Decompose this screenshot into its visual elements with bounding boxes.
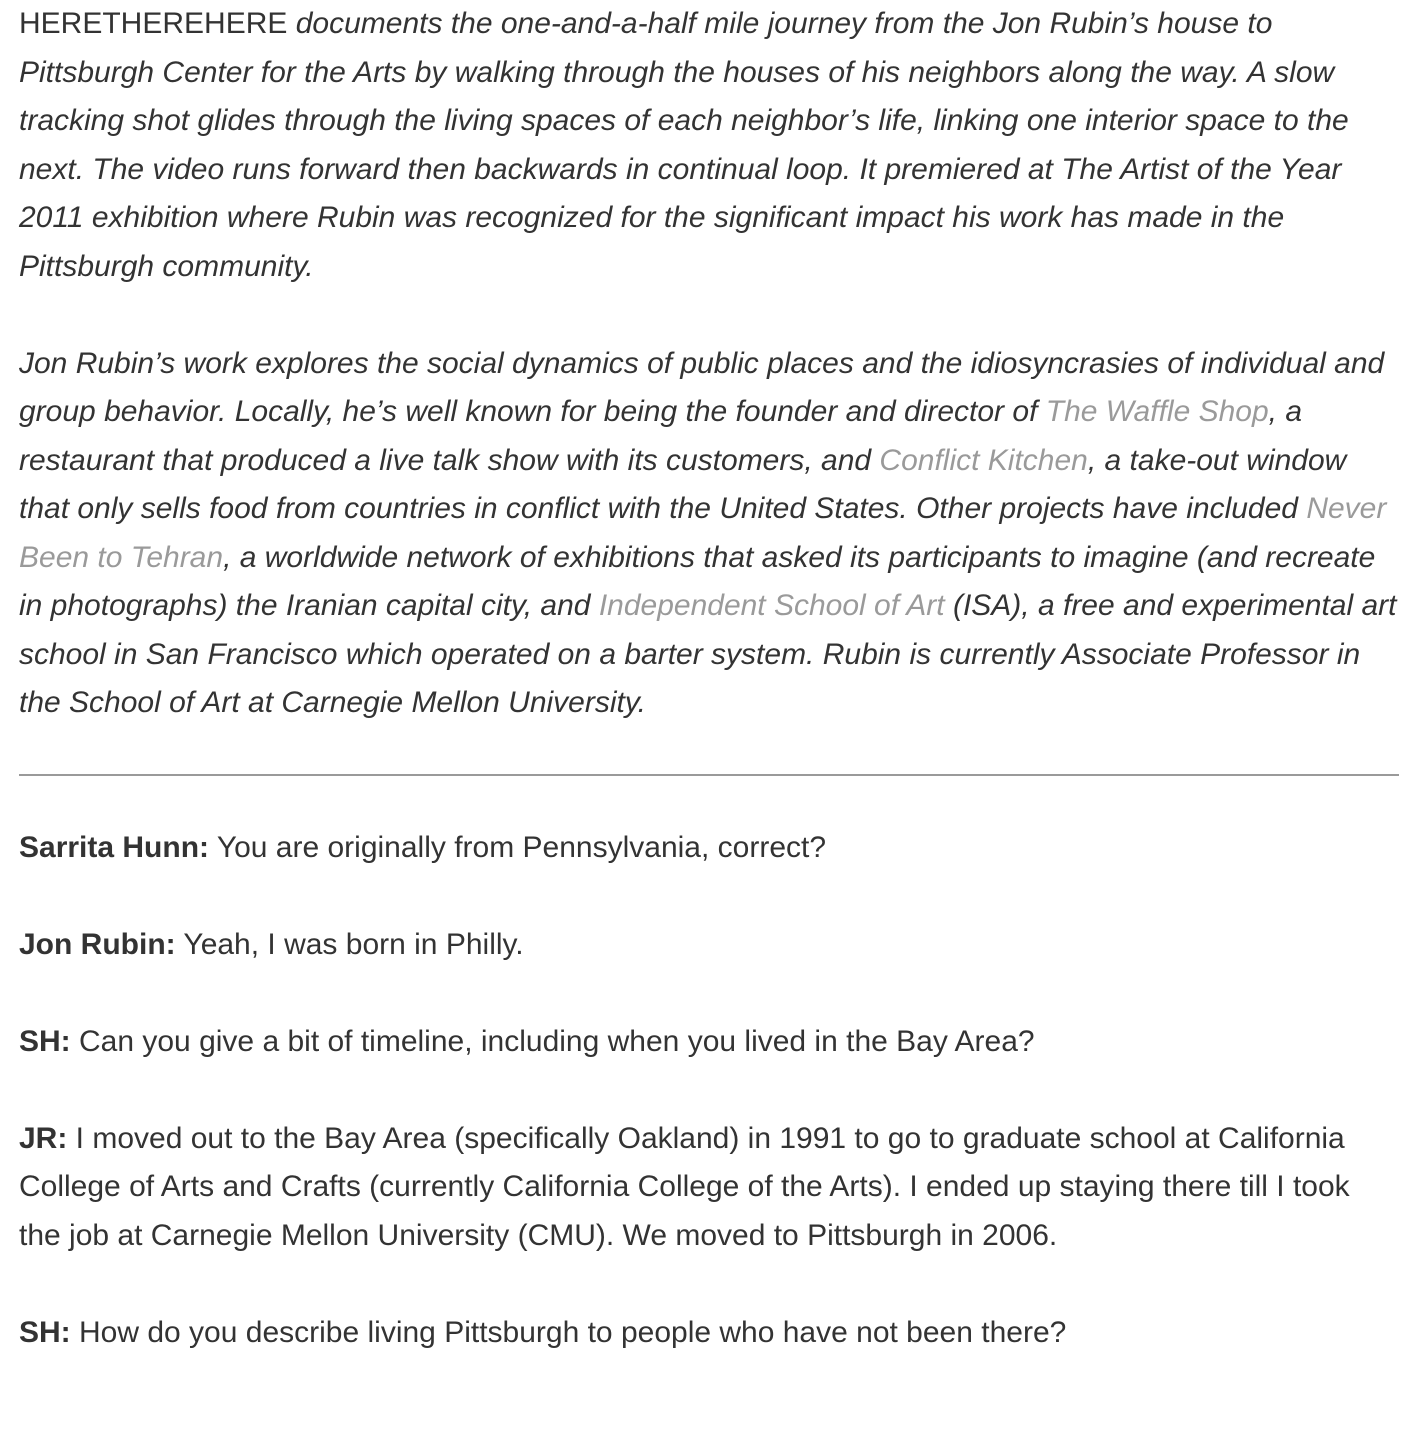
- interview-text: How do you describe living Pittsburgh to people who have not been there?: [70, 1315, 1067, 1349]
- intro-paragraph-2-text-a: Jon Rubin’s work explores the social dynamics of public places and the idiosyncrasies of individual and group behavior. Locally, he’s well known for being the founder and director of: [19, 346, 1385, 428]
- interview-text: Yeah, I was born in Philly.: [175, 927, 524, 961]
- interview-entry: [19, 1018, 1399, 1067]
- interview-entry: [19, 1115, 1399, 1261]
- section-divider: [19, 774, 1399, 776]
- intro-paragraph-2-text-e: (ISA), a free and experimental art school in San Francisco which operated on a barter system. Rubin is currently Associate Professor in the School of Art at Carnegie Mellon University.: [19, 589, 1397, 719]
- intro-paragraph-1: [19, 0, 1399, 291]
- interview-text: Can you give a bit of timeline, including when you lived in the Bay Area?: [70, 1024, 1035, 1058]
- speaker-label: Jon Rubin:: [19, 927, 176, 961]
- intro-paragraph-2-text-d: , a worldwide network of exhibitions that asked its participants to imagine (and recreate in photographs) the Iranian capital city, and: [19, 540, 1376, 622]
- intro-paragraph-2-text-c: , a take-out window that only sells food from countries in conflict with the United States. Other projects have included: [19, 443, 1347, 525]
- intro-paragraph-2: [19, 340, 1399, 728]
- interview-text: I moved out to the Bay Area (specifically Oakland) in 1991 to go to graduate school at California College of Arts and Crafts (currently California College of the Arts). I ended up staying there till I took the job at Carnegie Mellon University (CMU). We moved to Pittsburgh in 2006.: [19, 1121, 1350, 1252]
- intro-paragraph-1-text: documents the one-and-a-half mile journey from the Jon Rubin’s house to Pittsburgh Center for the Arts by walking through the houses of his neighbors along the way. A slow tracking shot glides through the living spaces of each neighbor’s life, linking one interior space to the next. The video runs forward then backwards in continual loop. It premiered at The Artist of the Year 2011 exhibition where Rubin was recognized for the significant impact his work has made in the Pittsburgh community.: [19, 7, 1349, 283]
- waffle-shop-link[interactable]: The Waffle Shop: [1045, 395, 1269, 428]
- never-been-to-tehran-link[interactable]: Never Been to Tehran: [19, 492, 1387, 574]
- interview-text: You are originally from Pennsylvania, correct?: [209, 830, 827, 864]
- interview-entry: [19, 1309, 1399, 1358]
- independent-school-of-art-link[interactable]: Independent School of Art: [598, 589, 945, 622]
- interview-entry: [19, 824, 1399, 873]
- interview-entry: [19, 921, 1399, 970]
- intro-paragraph-2-text-b: , a restaurant that produced a live talk show with its customers, and: [19, 395, 1303, 477]
- conflict-kitchen-link[interactable]: Conflict Kitchen: [879, 443, 1088, 477]
- work-title: HERETHEREHERE: [19, 7, 288, 40]
- speaker-label: JR:: [19, 1121, 68, 1155]
- speaker-label: Sarrita Hunn:: [19, 830, 210, 864]
- speaker-label: SH:: [19, 1315, 71, 1349]
- speaker-label: SH:: [19, 1024, 71, 1058]
